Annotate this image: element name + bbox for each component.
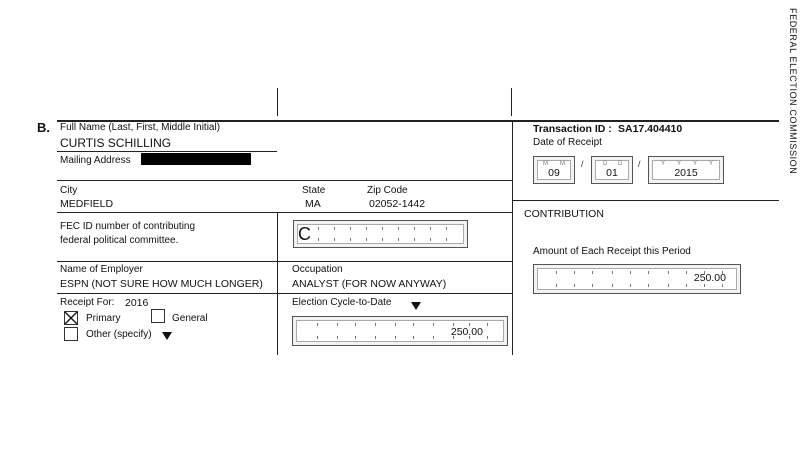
section-letter: B. [37, 120, 50, 135]
transaction-id-value: SA17.404410 [618, 123, 683, 135]
side-caption: FEDERAL ELECTION COMMISSION [788, 8, 798, 175]
mailing-address-label: Mailing Address [60, 155, 131, 166]
day-field[interactable]: D D 01 [591, 156, 633, 184]
date-slash: / [581, 159, 584, 169]
receipt-for-label: Receipt For: [60, 297, 115, 308]
election-cycle-label: Election Cycle-to-Date [292, 297, 392, 308]
lower-mid-divider [277, 261, 278, 355]
year-value: 2015 [674, 167, 698, 179]
employer-label: Name of Employer [60, 264, 143, 275]
other-checkbox[interactable] [64, 327, 78, 341]
year-field[interactable]: Y Y Y Y 2015 [648, 156, 724, 184]
occupation-label: Occupation [292, 264, 343, 275]
top-divider-right [511, 88, 512, 116]
full-name-value: CURTIS SCHILLING [60, 136, 172, 150]
employer-value: ESPN (NOT SURE HOW MUCH LONGER) [60, 278, 263, 290]
fec-id-label-line1: FEC ID number of contributing [60, 221, 196, 232]
down-triangle-icon [411, 302, 421, 310]
check-x-icon [64, 311, 78, 325]
redaction-bar [141, 153, 251, 165]
fec-id-field[interactable] [293, 220, 468, 248]
city-fec-rule [57, 212, 512, 213]
month-field[interactable]: M M 09 [533, 156, 575, 184]
primary-label: Primary [86, 313, 121, 324]
full-name-label: Full Name (Last, First, Middle Initial) [60, 122, 221, 133]
fec-id-prefix: C [298, 224, 311, 244]
fec-employer-rule [57, 261, 512, 262]
election-cycle-field[interactable] [292, 316, 508, 346]
day-value: 01 [606, 167, 618, 179]
address-city-rule [57, 180, 512, 181]
primary-checkbox[interactable] [64, 311, 78, 325]
other-label: Other (specify) [86, 329, 152, 340]
general-checkbox[interactable] [151, 309, 165, 323]
transaction-contribution-rule [512, 200, 779, 201]
city-label: City [60, 185, 78, 196]
zip-label: Zip Code [367, 185, 408, 196]
date-of-receipt-label: Date of Receipt [533, 137, 602, 148]
date-slash: / [638, 159, 641, 169]
fec-mid-divider [277, 212, 278, 261]
amount-label: Amount of Each Receipt this Period [533, 246, 691, 257]
receipt-for-year: 2016 [125, 297, 149, 309]
state-label: State [302, 185, 326, 196]
transaction-id-label: Transaction ID : [533, 123, 612, 135]
right-panel-divider [512, 120, 513, 355]
amount-field[interactable] [533, 264, 741, 294]
name-address-rule [57, 151, 277, 152]
month-value: 09 [548, 167, 560, 179]
amount-value: 250.00 [693, 272, 726, 284]
general-label: General [172, 313, 208, 324]
zip-value: 02052-1442 [369, 198, 426, 210]
city-value: MEDFIELD [60, 198, 114, 210]
down-triangle-icon [162, 332, 172, 340]
employer-receipt-rule [57, 293, 512, 294]
state-value: MA [305, 198, 321, 210]
contribution-heading: CONTRIBUTION [524, 208, 604, 220]
occupation-value: ANALYST (FOR NOW ANYWAY) [292, 278, 447, 290]
top-divider-left [277, 88, 278, 116]
fec-id-label-line2: federal political committee. [60, 235, 179, 246]
election-cycle-value: 250.00 [450, 326, 483, 338]
